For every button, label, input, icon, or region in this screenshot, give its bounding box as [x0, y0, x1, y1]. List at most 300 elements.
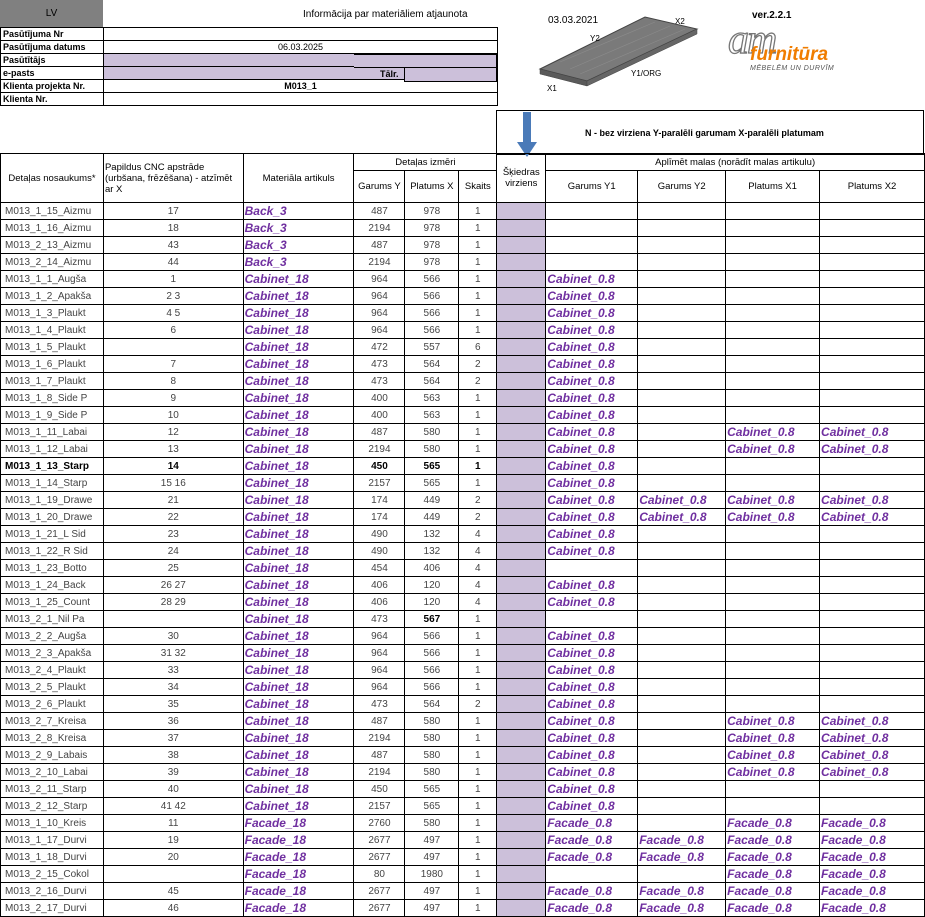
qty-cell[interactable]: 1 [459, 662, 497, 679]
edge-x1-cell[interactable]: Facade_0.8 [726, 866, 820, 883]
qty-cell[interactable]: 6 [459, 339, 497, 356]
part-name-cell[interactable]: M013_2_10_Labai [1, 764, 104, 781]
length-cell[interactable]: 473 [354, 696, 405, 713]
grain-cell[interactable] [497, 271, 546, 288]
length-cell[interactable]: 473 [354, 356, 405, 373]
material-cell[interactable]: Cabinet_18 [243, 679, 354, 696]
length-cell[interactable]: 487 [354, 747, 405, 764]
material-cell[interactable]: Cabinet_18 [243, 373, 354, 390]
cnc-cell[interactable]: 22 [103, 509, 243, 526]
material-cell[interactable]: Cabinet_18 [243, 475, 354, 492]
grain-cell[interactable] [497, 764, 546, 781]
grain-cell[interactable] [497, 373, 546, 390]
edge-y2-cell[interactable] [638, 543, 726, 560]
qty-cell[interactable]: 2 [459, 696, 497, 713]
edge-y1-cell[interactable]: Cabinet_0.8 [546, 645, 638, 662]
part-name-cell[interactable]: M013_2_16_Durvi [1, 883, 104, 900]
edge-x1-cell[interactable] [726, 611, 820, 628]
edge-y2-cell[interactable]: Facade_0.8 [638, 849, 726, 866]
edge-y1-cell[interactable]: Cabinet_0.8 [546, 764, 638, 781]
length-cell[interactable]: 174 [354, 509, 405, 526]
qty-cell[interactable]: 4 [459, 526, 497, 543]
grain-cell[interactable] [497, 356, 546, 373]
edge-x2-cell[interactable] [820, 475, 925, 492]
edge-y2-cell[interactable] [638, 713, 726, 730]
edge-x2-cell[interactable] [820, 543, 925, 560]
edge-x2-cell[interactable] [820, 220, 925, 237]
length-cell[interactable]: 174 [354, 492, 405, 509]
material-cell[interactable]: Cabinet_18 [243, 543, 354, 560]
width-cell[interactable]: 580 [405, 441, 459, 458]
material-cell[interactable]: Cabinet_18 [243, 509, 354, 526]
material-cell[interactable]: Cabinet_18 [243, 764, 354, 781]
cnc-cell[interactable]: 8 [103, 373, 243, 390]
edge-x2-cell[interactable]: Cabinet_0.8 [820, 441, 925, 458]
length-cell[interactable]: 964 [354, 288, 405, 305]
cnc-cell[interactable]: 14 [103, 458, 243, 475]
part-name-cell[interactable]: M013_1_7_Plaukt [1, 373, 104, 390]
width-cell[interactable]: 563 [405, 407, 459, 424]
edge-x2-cell[interactable] [820, 356, 925, 373]
edge-x1-cell[interactable]: Cabinet_0.8 [726, 509, 820, 526]
grain-cell[interactable] [497, 441, 546, 458]
width-cell[interactable]: 580 [405, 764, 459, 781]
edge-x1-cell[interactable]: Cabinet_0.8 [726, 764, 820, 781]
edge-y1-cell[interactable]: Cabinet_0.8 [546, 713, 638, 730]
grain-cell[interactable] [497, 611, 546, 628]
material-cell[interactable]: Back_3 [243, 237, 354, 254]
width-cell[interactable]: 566 [405, 628, 459, 645]
width-cell[interactable]: 580 [405, 424, 459, 441]
order-date-field[interactable]: 06.03.2025 [104, 41, 498, 54]
material-cell[interactable]: Cabinet_18 [243, 458, 354, 475]
part-name-cell[interactable]: M013_2_17_Durvi [1, 900, 104, 917]
material-cell[interactable]: Cabinet_18 [243, 696, 354, 713]
part-name-cell[interactable]: M013_2_11_Starp [1, 781, 104, 798]
edge-y1-cell[interactable]: Facade_0.8 [546, 832, 638, 849]
qty-cell[interactable]: 1 [459, 424, 497, 441]
grain-cell[interactable] [497, 645, 546, 662]
edge-x1-cell[interactable] [726, 781, 820, 798]
material-cell[interactable]: Cabinet_18 [243, 288, 354, 305]
width-cell[interactable]: 449 [405, 492, 459, 509]
edge-x1-cell[interactable] [726, 305, 820, 322]
material-cell[interactable]: Cabinet_18 [243, 577, 354, 594]
qty-cell[interactable]: 4 [459, 594, 497, 611]
part-name-cell[interactable]: M013_2_8_Kreisa [1, 730, 104, 747]
edge-y2-cell[interactable] [638, 747, 726, 764]
edge-y2-cell[interactable] [638, 220, 726, 237]
qty-cell[interactable]: 1 [459, 815, 497, 832]
length-cell[interactable]: 406 [354, 577, 405, 594]
material-cell[interactable]: Cabinet_18 [243, 747, 354, 764]
edge-y1-cell[interactable]: Cabinet_0.8 [546, 577, 638, 594]
edge-y2-cell[interactable] [638, 628, 726, 645]
edge-x2-cell[interactable]: Facade_0.8 [820, 849, 925, 866]
part-name-cell[interactable]: M013_1_5_Plaukt [1, 339, 104, 356]
length-cell[interactable]: 2194 [354, 730, 405, 747]
grain-cell[interactable] [497, 900, 546, 917]
width-cell[interactable]: 132 [405, 526, 459, 543]
length-cell[interactable]: 450 [354, 781, 405, 798]
part-name-cell[interactable]: M013_1_17_Durvi [1, 832, 104, 849]
qty-cell[interactable]: 2 [459, 373, 497, 390]
length-cell[interactable]: 473 [354, 373, 405, 390]
part-name-cell[interactable]: M013_2_7_Kreisa [1, 713, 104, 730]
edge-y1-cell[interactable]: Cabinet_0.8 [546, 679, 638, 696]
edge-y1-cell[interactable]: Cabinet_0.8 [546, 594, 638, 611]
edge-x2-cell[interactable]: Cabinet_0.8 [820, 713, 925, 730]
edge-x2-cell[interactable] [820, 237, 925, 254]
edge-x1-cell[interactable] [726, 594, 820, 611]
edge-x2-cell[interactable] [820, 696, 925, 713]
edge-x2-cell[interactable]: Facade_0.8 [820, 900, 925, 917]
material-cell[interactable]: Cabinet_18 [243, 526, 354, 543]
edge-y1-cell[interactable]: Cabinet_0.8 [546, 373, 638, 390]
width-cell[interactable]: 566 [405, 271, 459, 288]
edge-y1-cell[interactable]: Cabinet_0.8 [546, 526, 638, 543]
grain-cell[interactable] [497, 407, 546, 424]
edge-x2-cell[interactable] [820, 526, 925, 543]
cnc-cell[interactable] [103, 611, 243, 628]
width-cell[interactable]: 978 [405, 220, 459, 237]
grain-cell[interactable] [497, 781, 546, 798]
edge-y2-cell[interactable] [638, 781, 726, 798]
cnc-cell[interactable]: 4 5 [103, 305, 243, 322]
part-name-cell[interactable]: M013_1_9_Side P [1, 407, 104, 424]
width-cell[interactable]: 497 [405, 832, 459, 849]
grain-cell[interactable] [497, 730, 546, 747]
edge-x2-cell[interactable] [820, 288, 925, 305]
part-name-cell[interactable]: M013_1_12_Labai [1, 441, 104, 458]
grain-cell[interactable] [497, 798, 546, 815]
edge-y2-cell[interactable] [638, 679, 726, 696]
qty-cell[interactable]: 1 [459, 305, 497, 322]
edge-x1-cell[interactable]: Cabinet_0.8 [726, 492, 820, 509]
qty-cell[interactable]: 1 [459, 458, 497, 475]
qty-cell[interactable]: 4 [459, 577, 497, 594]
qty-cell[interactable]: 1 [459, 900, 497, 917]
client-number-field[interactable] [104, 93, 498, 106]
edge-y1-cell[interactable]: Cabinet_0.8 [546, 781, 638, 798]
edge-y2-cell[interactable] [638, 526, 726, 543]
qty-cell[interactable]: 2 [459, 356, 497, 373]
edge-y1-cell[interactable]: Cabinet_0.8 [546, 730, 638, 747]
length-cell[interactable]: 964 [354, 305, 405, 322]
width-cell[interactable]: 567 [405, 611, 459, 628]
edge-x1-cell[interactable] [726, 254, 820, 271]
part-name-cell[interactable]: M013_1_4_Plaukt [1, 322, 104, 339]
width-cell[interactable]: 497 [405, 900, 459, 917]
part-name-cell[interactable]: M013_1_14_Starp [1, 475, 104, 492]
edge-y2-cell[interactable]: Facade_0.8 [638, 883, 726, 900]
cnc-cell[interactable]: 10 [103, 407, 243, 424]
material-cell[interactable]: Cabinet_18 [243, 407, 354, 424]
material-cell[interactable]: Cabinet_18 [243, 339, 354, 356]
grain-cell[interactable] [497, 322, 546, 339]
edge-x1-cell[interactable] [726, 560, 820, 577]
length-cell[interactable]: 2194 [354, 220, 405, 237]
part-name-cell[interactable]: M013_2_6_Plaukt [1, 696, 104, 713]
edge-x2-cell[interactable] [820, 781, 925, 798]
edge-y2-cell[interactable] [638, 560, 726, 577]
length-cell[interactable]: 80 [354, 866, 405, 883]
material-cell[interactable]: Facade_18 [243, 832, 354, 849]
grain-cell[interactable] [497, 458, 546, 475]
part-name-cell[interactable]: M013_2_5_Plaukt [1, 679, 104, 696]
cnc-cell[interactable] [103, 866, 243, 883]
part-name-cell[interactable]: M013_2_3_Apakša [1, 645, 104, 662]
edge-y2-cell[interactable] [638, 407, 726, 424]
length-cell[interactable]: 2677 [354, 849, 405, 866]
edge-x1-cell[interactable] [726, 271, 820, 288]
width-cell[interactable]: 120 [405, 594, 459, 611]
width-cell[interactable]: 566 [405, 305, 459, 322]
cnc-cell[interactable]: 7 [103, 356, 243, 373]
edge-x1-cell[interactable] [726, 543, 820, 560]
part-name-cell[interactable]: M013_1_3_Plaukt [1, 305, 104, 322]
qty-cell[interactable]: 1 [459, 322, 497, 339]
cnc-cell[interactable]: 31 32 [103, 645, 243, 662]
part-name-cell[interactable]: M013_1_2_Apakša [1, 288, 104, 305]
edge-y2-cell[interactable] [638, 815, 726, 832]
edge-y2-cell[interactable] [638, 424, 726, 441]
length-cell[interactable]: 487 [354, 237, 405, 254]
length-cell[interactable]: 490 [354, 543, 405, 560]
edge-x1-cell[interactable] [726, 356, 820, 373]
edge-y1-cell[interactable] [546, 611, 638, 628]
part-name-cell[interactable]: M013_2_1_Nil Pa [1, 611, 104, 628]
length-cell[interactable]: 487 [354, 424, 405, 441]
material-cell[interactable]: Back_3 [243, 220, 354, 237]
qty-cell[interactable]: 1 [459, 713, 497, 730]
width-cell[interactable]: 978 [405, 237, 459, 254]
length-cell[interactable]: 964 [354, 322, 405, 339]
length-cell[interactable]: 2194 [354, 764, 405, 781]
edge-x1-cell[interactable] [726, 798, 820, 815]
edge-y1-cell[interactable]: Facade_0.8 [546, 815, 638, 832]
edge-x1-cell[interactable] [726, 407, 820, 424]
width-cell[interactable]: 566 [405, 645, 459, 662]
edge-y2-cell[interactable] [638, 339, 726, 356]
width-cell[interactable]: 1980 [405, 866, 459, 883]
edge-x2-cell[interactable] [820, 373, 925, 390]
length-cell[interactable]: 473 [354, 611, 405, 628]
edge-x2-cell[interactable]: Cabinet_0.8 [820, 492, 925, 509]
edge-x2-cell[interactable] [820, 203, 925, 220]
length-cell[interactable]: 400 [354, 390, 405, 407]
length-cell[interactable]: 490 [354, 526, 405, 543]
part-name-cell[interactable]: M013_1_23_Botto [1, 560, 104, 577]
qty-cell[interactable]: 1 [459, 832, 497, 849]
grain-cell[interactable] [497, 509, 546, 526]
grain-cell[interactable] [497, 577, 546, 594]
part-name-cell[interactable]: M013_2_14_Aizmu [1, 254, 104, 271]
length-cell[interactable]: 964 [354, 662, 405, 679]
edge-y1-cell[interactable]: Cabinet_0.8 [546, 543, 638, 560]
qty-cell[interactable]: 1 [459, 254, 497, 271]
part-name-cell[interactable]: M013_2_4_Plaukt [1, 662, 104, 679]
edge-x1-cell[interactable] [726, 696, 820, 713]
edge-y1-cell[interactable]: Cabinet_0.8 [546, 271, 638, 288]
grain-cell[interactable] [497, 866, 546, 883]
edge-y1-cell[interactable]: Cabinet_0.8 [546, 798, 638, 815]
edge-x1-cell[interactable]: Cabinet_0.8 [726, 730, 820, 747]
edge-y2-cell[interactable] [638, 441, 726, 458]
part-name-cell[interactable]: M013_1_16_Aizmu [1, 220, 104, 237]
cnc-cell[interactable]: 30 [103, 628, 243, 645]
width-cell[interactable]: 564 [405, 696, 459, 713]
part-name-cell[interactable]: M013_1_11_Labai [1, 424, 104, 441]
cnc-cell[interactable]: 37 [103, 730, 243, 747]
length-cell[interactable]: 406 [354, 594, 405, 611]
length-cell[interactable]: 487 [354, 713, 405, 730]
cnc-cell[interactable]: 45 [103, 883, 243, 900]
part-name-cell[interactable]: M013_1_6_Plaukt [1, 356, 104, 373]
material-cell[interactable]: Cabinet_18 [243, 492, 354, 509]
part-name-cell[interactable]: M013_1_15_Aizmu [1, 203, 104, 220]
cnc-cell[interactable]: 9 [103, 390, 243, 407]
qty-cell[interactable]: 1 [459, 390, 497, 407]
edge-x1-cell[interactable] [726, 237, 820, 254]
edge-y1-cell[interactable]: Cabinet_0.8 [546, 305, 638, 322]
cnc-cell[interactable]: 12 [103, 424, 243, 441]
material-cell[interactable]: Cabinet_18 [243, 594, 354, 611]
width-cell[interactable]: 565 [405, 475, 459, 492]
cnc-cell[interactable]: 26 27 [103, 577, 243, 594]
part-name-cell[interactable]: M013_2_2_Augša [1, 628, 104, 645]
width-cell[interactable]: 120 [405, 577, 459, 594]
edge-y2-cell[interactable] [638, 475, 726, 492]
qty-cell[interactable]: 4 [459, 560, 497, 577]
width-cell[interactable]: 566 [405, 662, 459, 679]
edge-x1-cell[interactable] [726, 220, 820, 237]
qty-cell[interactable]: 1 [459, 679, 497, 696]
edge-y2-cell[interactable] [638, 866, 726, 883]
edge-y2-cell[interactable] [638, 237, 726, 254]
width-cell[interactable]: 566 [405, 679, 459, 696]
edge-x1-cell[interactable]: Facade_0.8 [726, 849, 820, 866]
material-cell[interactable]: Cabinet_18 [243, 628, 354, 645]
grain-cell[interactable] [497, 492, 546, 509]
width-cell[interactable]: 580 [405, 713, 459, 730]
width-cell[interactable]: 132 [405, 543, 459, 560]
part-name-cell[interactable]: M013_1_13_Starp [1, 458, 104, 475]
edge-y1-cell[interactable]: Cabinet_0.8 [546, 458, 638, 475]
qty-cell[interactable]: 1 [459, 628, 497, 645]
edge-x2-cell[interactable] [820, 594, 925, 611]
cnc-cell[interactable]: 39 [103, 764, 243, 781]
cnc-cell[interactable]: 17 [103, 203, 243, 220]
cnc-cell[interactable]: 6 [103, 322, 243, 339]
qty-cell[interactable]: 1 [459, 849, 497, 866]
edge-x1-cell[interactable] [726, 339, 820, 356]
length-cell[interactable]: 964 [354, 679, 405, 696]
grain-cell[interactable] [497, 390, 546, 407]
edge-x1-cell[interactable] [726, 458, 820, 475]
edge-y2-cell[interactable] [638, 594, 726, 611]
edge-y1-cell[interactable] [546, 866, 638, 883]
part-name-cell[interactable]: M013_2_13_Aizmu [1, 237, 104, 254]
edge-x2-cell[interactable] [820, 271, 925, 288]
part-name-cell[interactable]: M013_1_18_Durvi [1, 849, 104, 866]
edge-x1-cell[interactable]: Facade_0.8 [726, 832, 820, 849]
length-cell[interactable]: 2677 [354, 832, 405, 849]
edge-x1-cell[interactable]: Facade_0.8 [726, 883, 820, 900]
grain-cell[interactable] [497, 305, 546, 322]
material-cell[interactable]: Facade_18 [243, 849, 354, 866]
edge-y2-cell[interactable] [638, 288, 726, 305]
width-cell[interactable]: 564 [405, 373, 459, 390]
edge-x2-cell[interactable] [820, 407, 925, 424]
edge-y2-cell[interactable] [638, 356, 726, 373]
edge-x1-cell[interactable]: Cabinet_0.8 [726, 424, 820, 441]
edge-x2-cell[interactable]: Cabinet_0.8 [820, 730, 925, 747]
edge-y1-cell[interactable] [546, 560, 638, 577]
edge-y2-cell[interactable] [638, 798, 726, 815]
edge-x2-cell[interactable] [820, 458, 925, 475]
edge-x2-cell[interactable]: Facade_0.8 [820, 832, 925, 849]
material-cell[interactable]: Cabinet_18 [243, 713, 354, 730]
part-name-cell[interactable]: M013_1_21_L Sid [1, 526, 104, 543]
qty-cell[interactable]: 1 [459, 220, 497, 237]
cnc-cell[interactable]: 1 [103, 271, 243, 288]
material-cell[interactable]: Cabinet_18 [243, 730, 354, 747]
grain-cell[interactable] [497, 747, 546, 764]
edge-x1-cell[interactable]: Cabinet_0.8 [726, 713, 820, 730]
edge-y1-cell[interactable]: Facade_0.8 [546, 883, 638, 900]
edge-y1-cell[interactable] [546, 220, 638, 237]
edge-y1-cell[interactable]: Cabinet_0.8 [546, 424, 638, 441]
edge-y1-cell[interactable]: Cabinet_0.8 [546, 322, 638, 339]
grain-cell[interactable] [497, 815, 546, 832]
qty-cell[interactable]: 1 [459, 475, 497, 492]
edge-x1-cell[interactable] [726, 679, 820, 696]
width-cell[interactable]: 449 [405, 509, 459, 526]
material-cell[interactable]: Cabinet_18 [243, 611, 354, 628]
qty-cell[interactable]: 1 [459, 764, 497, 781]
length-cell[interactable]: 2194 [354, 441, 405, 458]
part-name-cell[interactable]: M013_2_12_Starp [1, 798, 104, 815]
edge-y2-cell[interactable] [638, 254, 726, 271]
edge-y1-cell[interactable]: Cabinet_0.8 [546, 492, 638, 509]
qty-cell[interactable]: 2 [459, 492, 497, 509]
edge-y2-cell[interactable]: Facade_0.8 [638, 832, 726, 849]
edge-y1-cell[interactable]: Cabinet_0.8 [546, 288, 638, 305]
edge-y2-cell[interactable]: Facade_0.8 [638, 900, 726, 917]
grain-cell[interactable] [497, 679, 546, 696]
width-cell[interactable]: 580 [405, 815, 459, 832]
width-cell[interactable]: 564 [405, 356, 459, 373]
width-cell[interactable]: 566 [405, 288, 459, 305]
cnc-cell[interactable]: 11 [103, 815, 243, 832]
edge-y1-cell[interactable] [546, 254, 638, 271]
cnc-cell[interactable]: 34 [103, 679, 243, 696]
material-cell[interactable]: Cabinet_18 [243, 662, 354, 679]
width-cell[interactable]: 557 [405, 339, 459, 356]
qty-cell[interactable]: 1 [459, 798, 497, 815]
material-cell[interactable]: Back_3 [243, 203, 354, 220]
qty-cell[interactable]: 1 [459, 441, 497, 458]
grain-cell[interactable] [497, 220, 546, 237]
length-cell[interactable]: 2194 [354, 254, 405, 271]
edge-y2-cell[interactable] [638, 373, 726, 390]
edge-x2-cell[interactable]: Facade_0.8 [820, 815, 925, 832]
edge-x1-cell[interactable]: Cabinet_0.8 [726, 747, 820, 764]
edge-y1-cell[interactable] [546, 237, 638, 254]
width-cell[interactable]: 497 [405, 849, 459, 866]
material-cell[interactable]: Cabinet_18 [243, 390, 354, 407]
